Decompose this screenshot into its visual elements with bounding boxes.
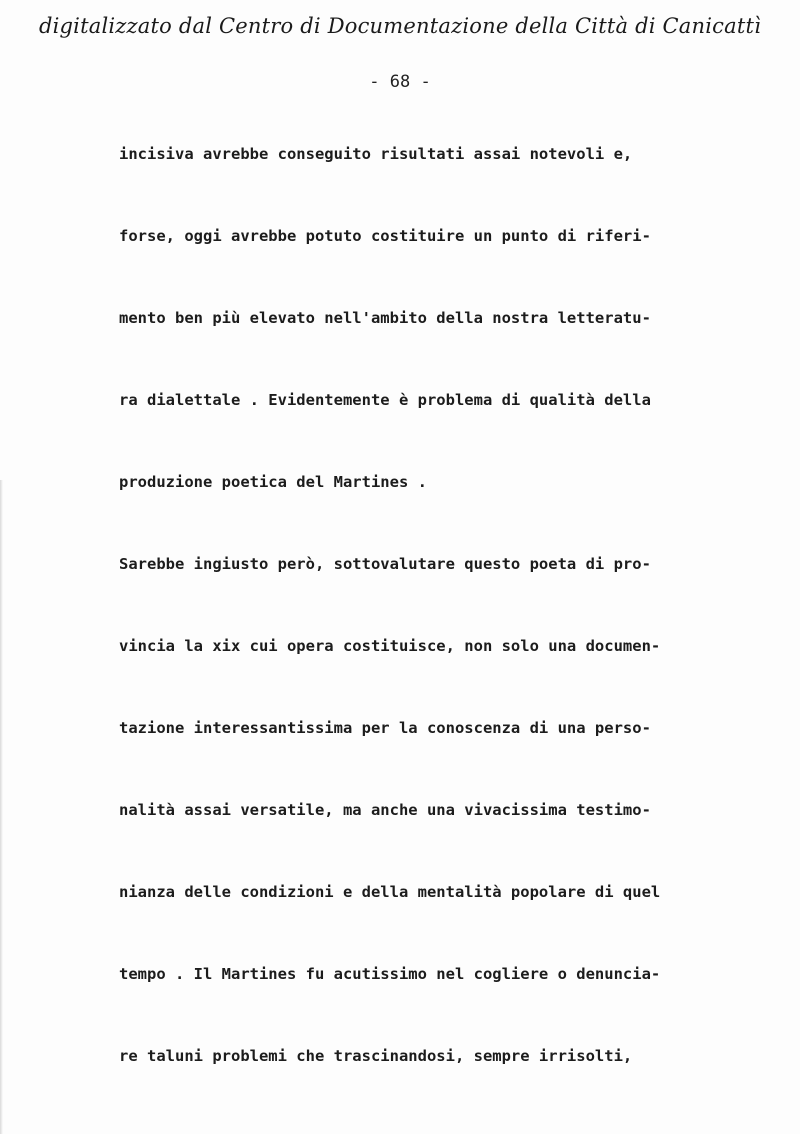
text-line: tazione interessantissima per la conoscenza di una perso- [119,719,651,737]
text-line: nianza delle condizioni e della mentalità popolare di quel [119,883,661,901]
text-line: vincia la xix cui opera costituisce, non solo una documen- [119,637,661,655]
text-line: incisiva avrebbe conseguito risultati assai notevoli e, [119,145,633,163]
text-line: produzione poetica del Martines . [119,473,427,491]
text-line: ra dialettale . Evidentemente è problema di qualità della [119,391,651,409]
scan-edge-shadow [0,480,3,1134]
text-line: forse, oggi avrebbe potuto costituire un punto di riferi- [119,227,651,245]
digitization-header: digitalizzato dal Centro di Documentazione della Città di Canicattì [38,14,762,38]
text-line: nalità assai versatile, ma anche una vivacissima testimo- [119,801,651,819]
text-line: Sarebbe ingiusto però, sottovalutare questo poeta di pro- [119,555,651,573]
text-line: re taluni problemi che trascinandosi, sempre irrisolti, [119,1047,633,1065]
text-line: tempo . Il Martines fu acutissimo nel cogliere o denuncia- [119,965,661,983]
typewritten-body [119,140,739,1124]
page-number: - 68 - [369,72,431,92]
text-line: mento ben più elevato nell'ambito della nostra letteratu- [119,309,651,327]
